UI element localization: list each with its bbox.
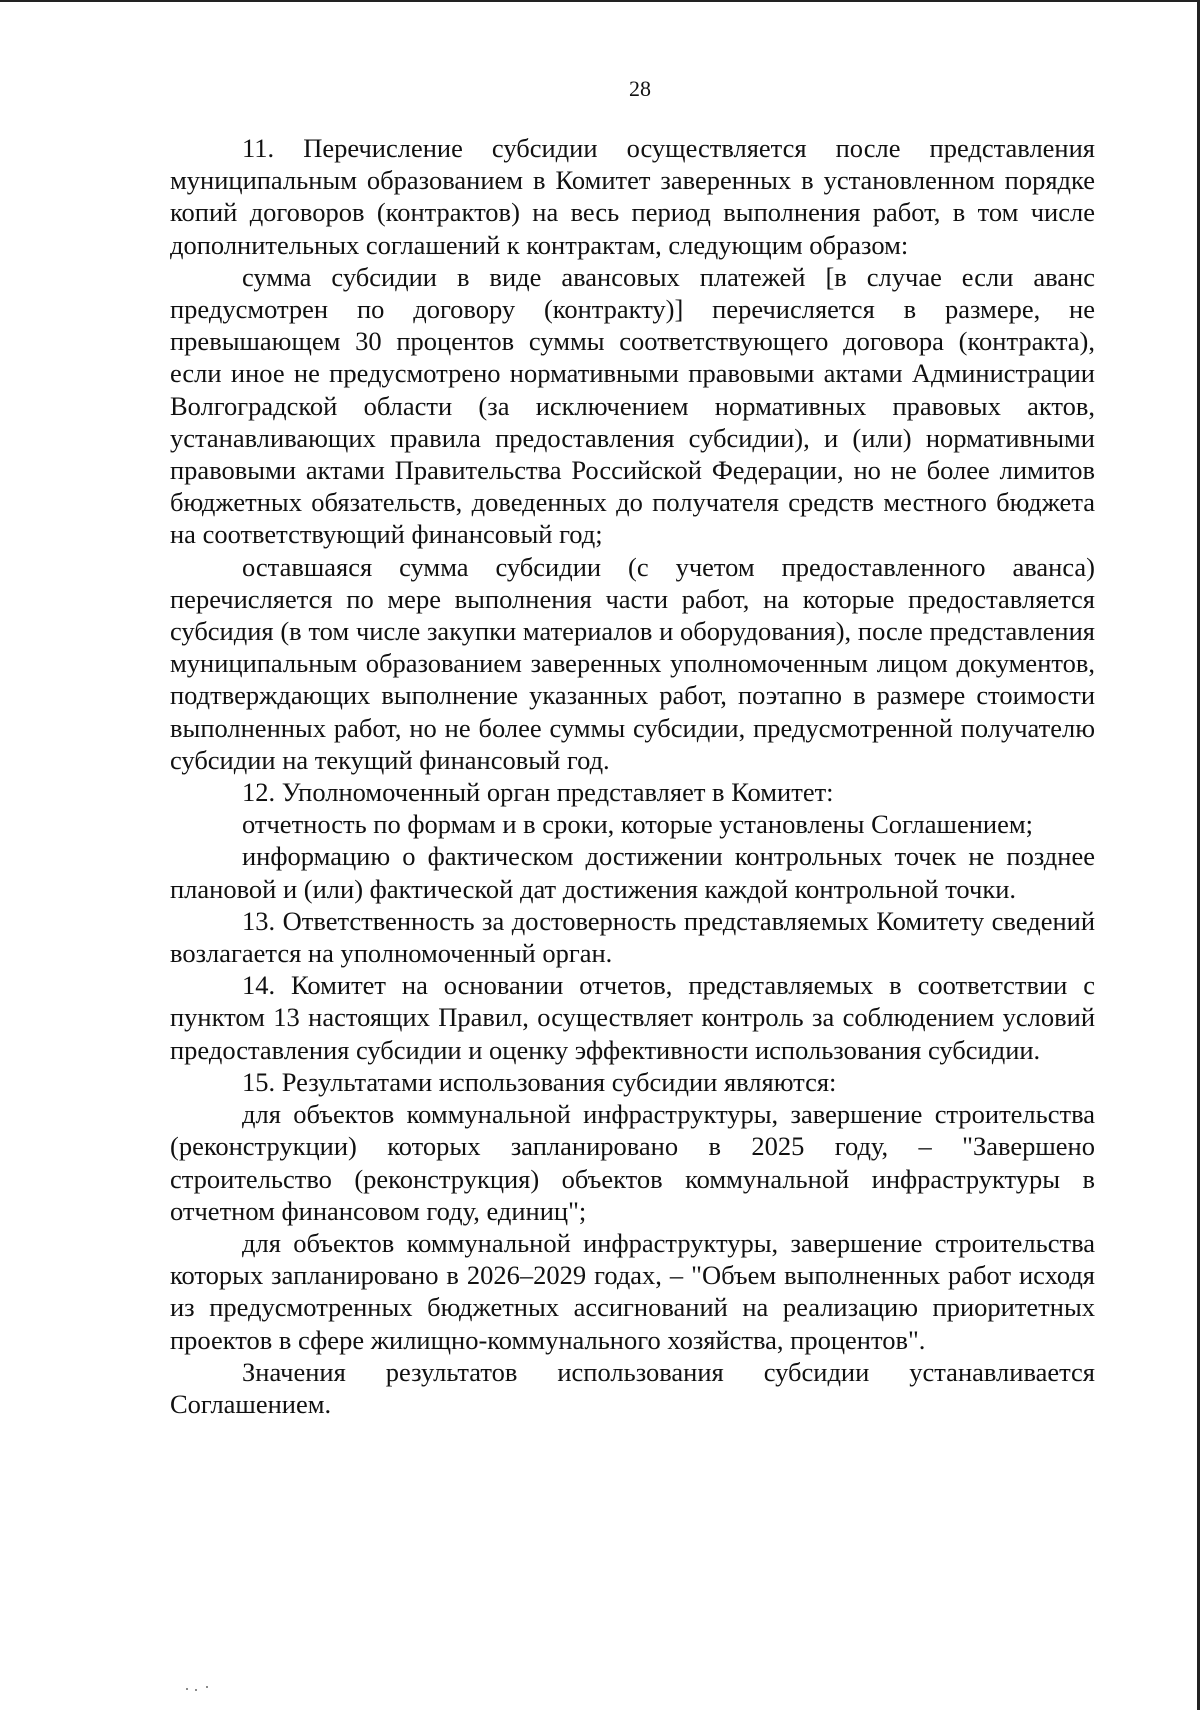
paragraph-11: 11. Перечисление субсидии осуществляется после представления муниципальным образованием в Комитет заверенных в установленном порядке копий договоров (контрактов) на весь период выполнения работ, в том числе дополнительных соглашений к контрактам, следующим образом: [170, 133, 1095, 260]
paragraph-13: 13. Ответственность за достоверность представляемых Комитету сведений возлагается на уполномоченный орган. [170, 905, 1095, 969]
document-body [170, 132, 1095, 1420]
paragraph-12-checkpoints: информацию о фактическом достижении контрольных точек не позднее плановой и (или) фактической дат достижения каждой контрольной точки. [170, 841, 1095, 904]
paragraph-15-result-2025: для объектов коммунальной инфраструктуры, завершение строительства (реконструкции) которых запланировано в 2025 году, – "Завершено строительство (реконструкция) объектов коммунальной инфраструктуры в отчетном финансовом году, единиц"; [170, 1099, 1095, 1226]
paragraph-14: 14. Комитет на основании отчетов, представляемых в соответствии с пунктом 13 настоящих Правил, осуществляет контроль за соблюдением условий предоставления субсидии и оценку эффективности использования субсидии. [170, 970, 1095, 1065]
page-edge-top [0, 0, 1200, 2]
scan-speck [195, 1689, 197, 1691]
paragraph-15: 15. Результатами использования субсидии являются: [242, 1066, 837, 1097]
scan-specks [186, 1686, 216, 1692]
paragraph-12: 12. Уполномоченный орган представляет в Комитет: [242, 777, 834, 808]
paragraph-result-values: Значения результатов использования субсидии устанавливается Соглашением. [170, 1356, 1095, 1419]
paragraph-remaining-amount: оставшаяся сумма субсидии (с учетом предоставленного аванса) перечисляется по мере выполнения части работ, на которые предоставляется субсидия (в том числе закупки материалов и оборудования), после представления муниципальным образованием заверенных уполномоченным лицом документов, подтверждающих выполнение указанных работ, поэтапно в размере стоимости выполненных работ, но не более суммы субсидии, предусмотренной получателю субсидии на текущий финансовый год. [170, 551, 1095, 775]
paragraph-12-reporting: отчетность по формам и в сроки, которые установлены Соглашением; [242, 809, 1033, 840]
scan-speck [186, 1688, 188, 1690]
paragraph-advance-payment: сумма субсидии в виде авансовых платежей [в случае если аванс предусмотрен по договору (контракту)] перечисляется в размере, не превышающем 30 процентов суммы соответствующего договора (контракта), если иное не предусмотрено нормативными правовыми актами Администрации Волгоградской области (за исключением нормативных правовых актов, устанавливающих правила предоставления субсидии), и (или) нормативными правовыми актами Правительства Российской Федерации, но не более лимитов бюджетных обязательств, доведенных до получателя средств местного бюджета на соответствующий финансовый год; [170, 261, 1095, 550]
paragraph-15-result-2026-2029: для объектов коммунальной инфраструктуры, завершение строительства которых запланировано в 2026–2029 годах, – "Объем выполненных работ исходя из предусмотренных бюджетных ассигнований на реализацию приоритетных проектов в сфере жилищно-коммунального хозяйства, процентов". [170, 1227, 1095, 1355]
page-number: 28 [629, 76, 651, 101]
scan-speck [206, 1686, 208, 1688]
